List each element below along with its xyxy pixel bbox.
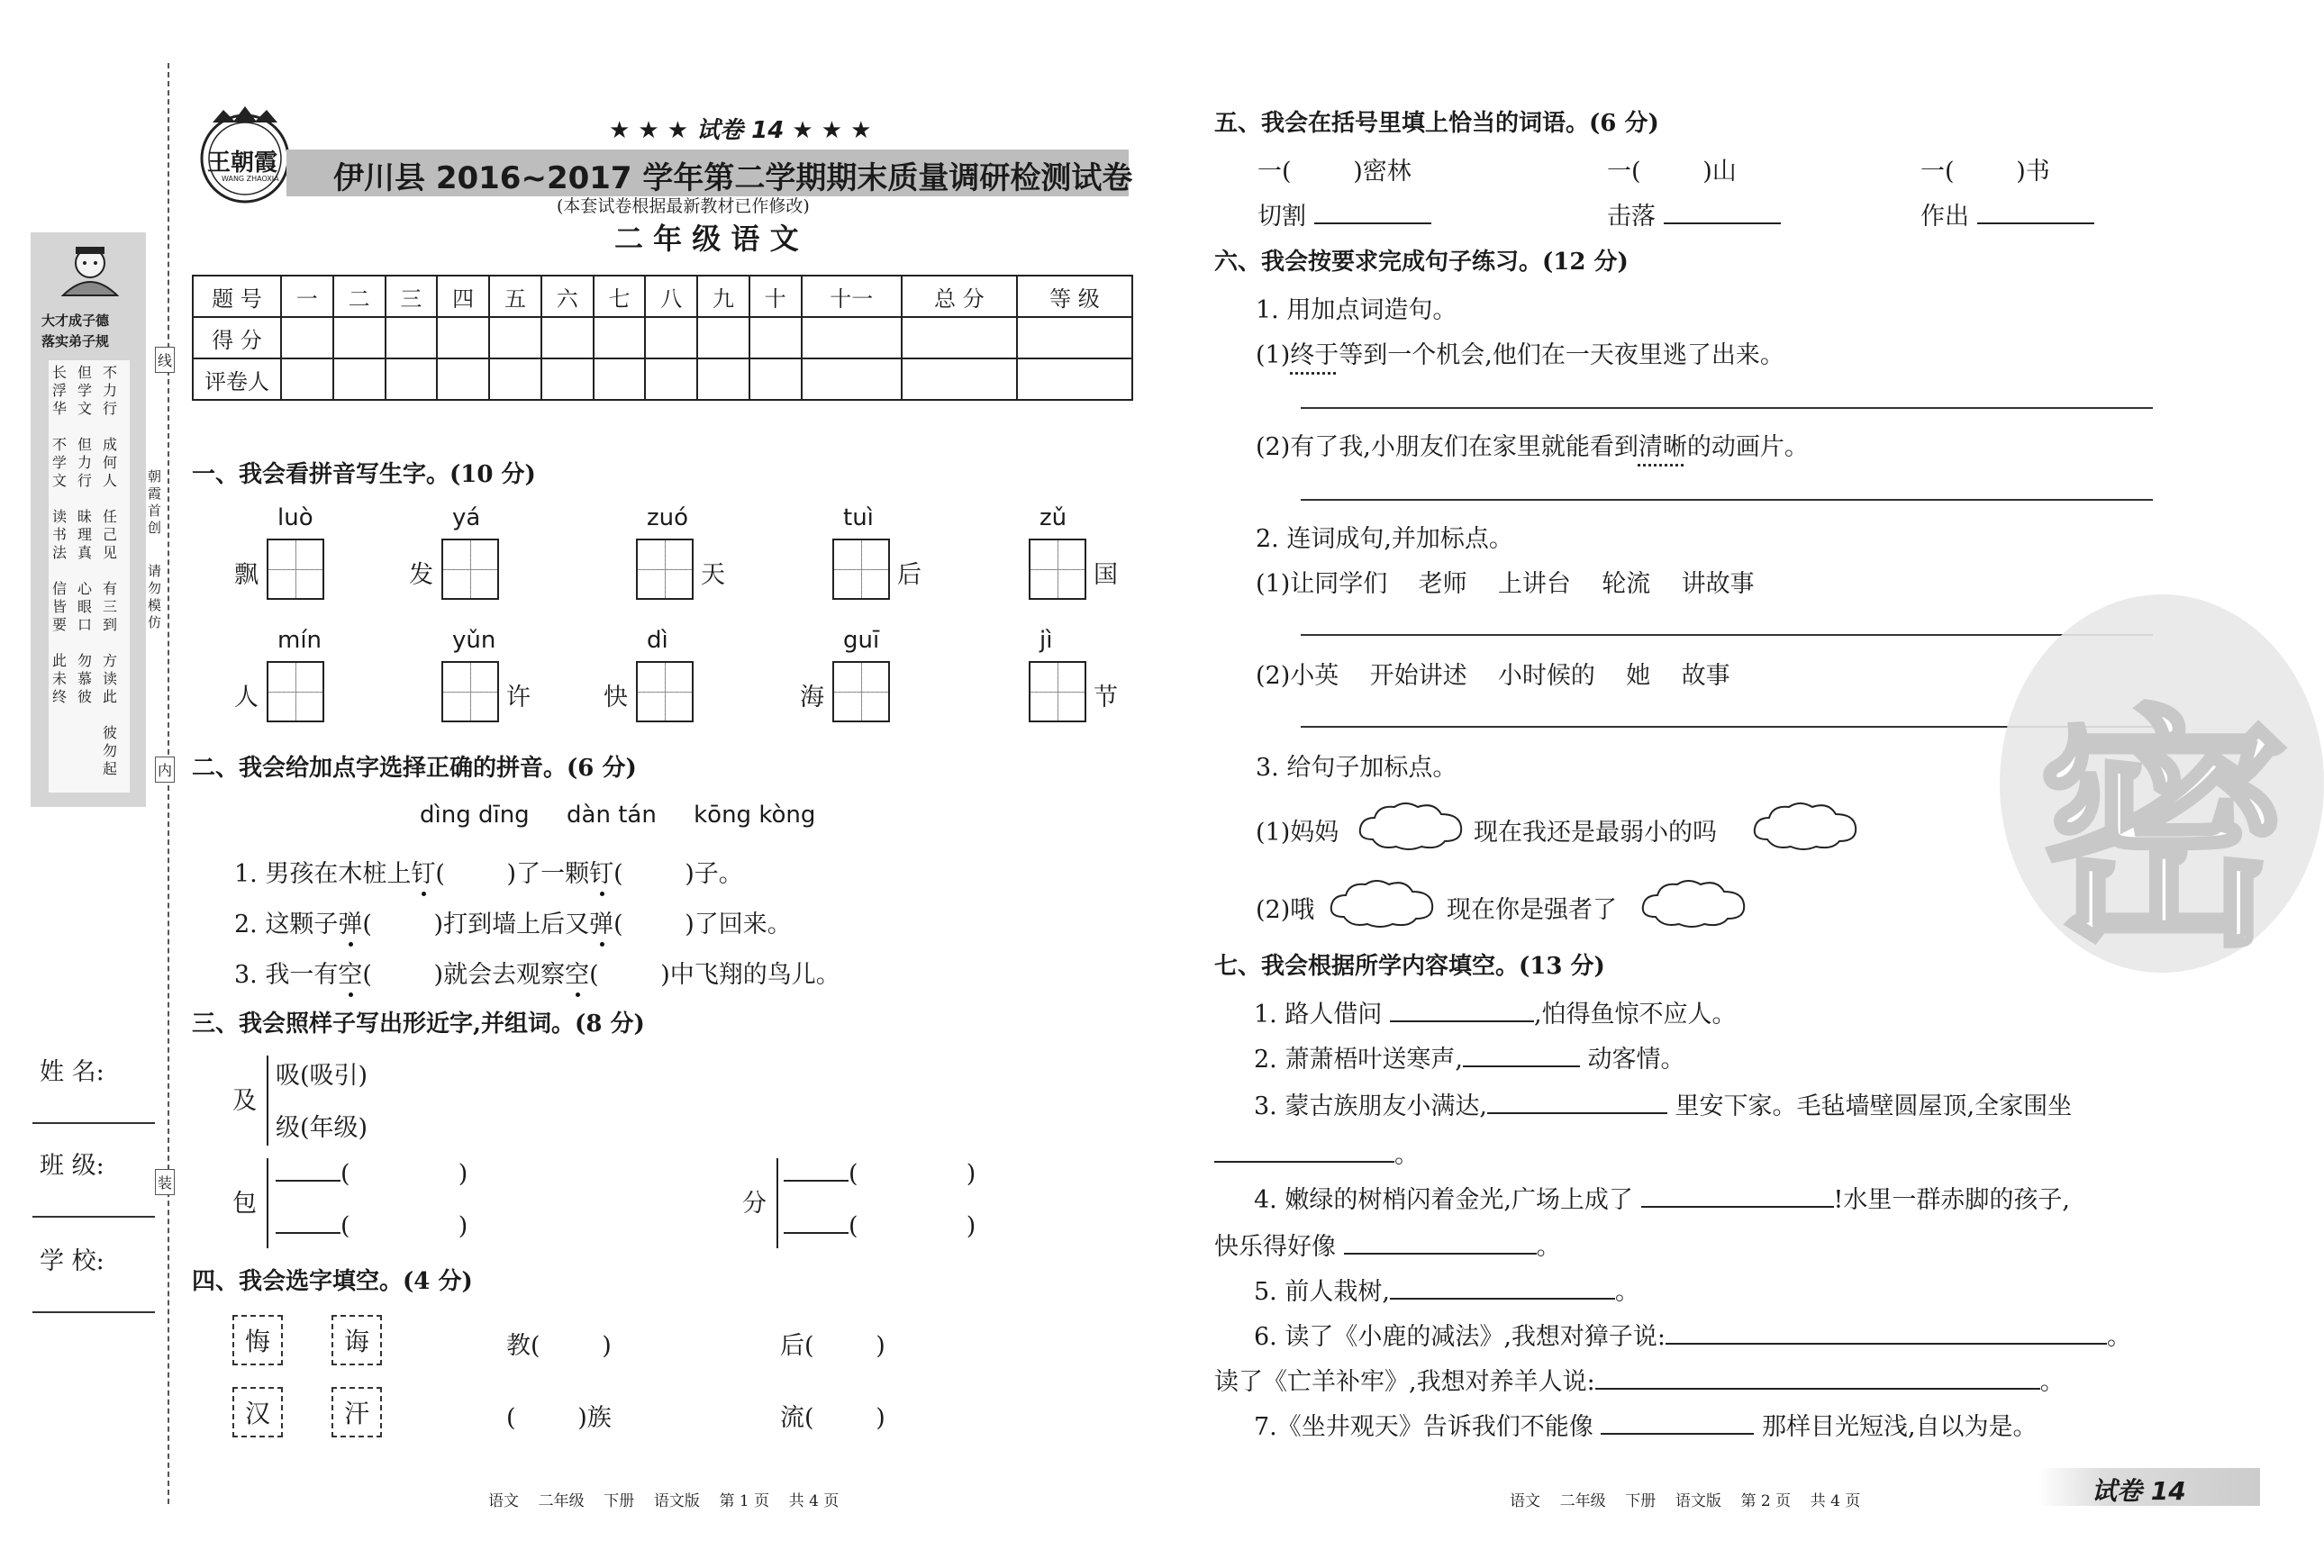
fold-mark-1: 线 <box>155 347 175 373</box>
name-label: 姓 名: <box>40 1058 104 1086</box>
pinyin-label: luò <box>277 504 313 531</box>
score-cell[interactable] <box>437 317 489 358</box>
score-cell[interactable] <box>281 317 333 358</box>
writing-grid-box[interactable] <box>1029 661 1086 722</box>
s6-q2-1: (1)让同学们 老师 上讲台 轮流 讲故事 <box>1256 570 1755 598</box>
vertical-note-1: 朝霞首创 <box>148 468 162 536</box>
writing-grid-box[interactable] <box>832 539 890 600</box>
s4-blank-1[interactable]: 教( ) <box>506 1332 612 1360</box>
writing-grid-box[interactable] <box>636 661 694 722</box>
motto-column: 不学文 <box>52 436 68 489</box>
s3-char-b: 分 <box>742 1190 767 1218</box>
brand-logo-text: 王朝霞 <box>207 150 278 177</box>
s7-q4-cont: 快乐得好像 。 <box>1214 1233 1561 1261</box>
score-cell[interactable] <box>489 317 541 358</box>
sidebar-motto-2: 落实弟子规 <box>41 333 110 349</box>
grid-char-before: 海 <box>800 684 824 711</box>
s6-answer-line-2[interactable] <box>1301 499 2153 501</box>
motto-column: 心眼口 <box>77 580 93 633</box>
section-3-title: 三、我会照样子写出形近字,并组词。(8 分) <box>192 1011 645 1038</box>
cloud-blank-3[interactable] <box>1326 875 1438 931</box>
motto-column: 任己见 <box>103 508 118 561</box>
score-header-cell: 三 <box>386 276 438 317</box>
s4-blank-2[interactable]: 后( ) <box>780 1332 885 1360</box>
s5-row2-2[interactable]: 击落 <box>1607 196 1781 231</box>
motto-column: 方读此 <box>103 652 118 705</box>
s6-q3-2a: (2)哦 <box>1256 896 1315 924</box>
s3-a-row-1[interactable]: ( ) <box>276 1160 468 1188</box>
s7-q2-blank[interactable] <box>1463 1046 1580 1067</box>
s6-q3-1b: 现在我还是最弱小的吗 <box>1474 819 1717 847</box>
class-label: 班 级: <box>40 1152 104 1180</box>
sidebar-motto-text <box>52 364 128 787</box>
motto-column: 不力行 <box>103 364 118 417</box>
score-header-cell: 十 <box>749 276 802 317</box>
s6-q1-1-dotted: 终于 <box>1290 341 1339 369</box>
score-cell[interactable] <box>645 317 697 358</box>
corner-label: 试卷 14 <box>2092 1476 2186 1506</box>
s3-a-row-2[interactable]: ( ) <box>276 1212 468 1240</box>
motto-column: 勿慕彼 <box>77 652 93 705</box>
score-cell[interactable] <box>541 317 594 358</box>
s7-q3-blank[interactable] <box>1487 1092 1667 1114</box>
exam-title: 伊川县 2016~2017 学年第二学期期末质量调研检测试卷 <box>333 160 1133 196</box>
score-header-cell: 六 <box>541 276 594 317</box>
score-row-label: 得 分 <box>193 317 281 358</box>
grid-char-before: 发 <box>409 561 433 589</box>
s6-answer-line-3[interactable] <box>1301 634 2153 636</box>
s3-example-1: 吸(吸引) <box>276 1062 368 1090</box>
writing-grid-box[interactable] <box>636 539 694 600</box>
motto-column: 昧理真 <box>77 508 93 561</box>
pinyin-label: yǔn <box>452 627 496 654</box>
pinyin-label: jì <box>1039 627 1053 654</box>
score-cell[interactable] <box>802 358 902 400</box>
s2-question-2 <box>234 904 792 939</box>
grid-char-after: 天 <box>701 561 725 589</box>
score-cell[interactable] <box>386 317 438 358</box>
section-4-title: 四、我会选字填空。(4 分) <box>192 1268 473 1295</box>
s7-q6-blank[interactable] <box>1666 1323 2107 1345</box>
footer-left: 语文 二年级 下册 语文版 第 1 页 共 4 页 <box>488 1492 840 1510</box>
grid-char-after: 国 <box>1094 561 1118 589</box>
section-2-title: 二、我会给加点字选择正确的拼音。(6 分) <box>192 755 637 782</box>
char-choice-4: 汗 <box>331 1387 382 1437</box>
watermark-text: 密 <box>2038 684 2290 980</box>
score-header-cell: 八 <box>645 276 697 317</box>
s3-b-row-2[interactable]: ( ) <box>784 1212 976 1240</box>
score-header-cell: 七 <box>594 276 646 317</box>
s7-q6-blank-2[interactable] <box>1595 1368 2040 1390</box>
pinyin-label: guī <box>843 627 880 654</box>
motto-column: 长浮华 <box>52 364 68 417</box>
writing-grid-box[interactable] <box>441 539 499 600</box>
s3-bracket-a <box>267 1158 268 1248</box>
fold-mark-2: 内 <box>155 757 175 783</box>
score-cell[interactable] <box>645 358 697 400</box>
score-cell[interactable] <box>594 317 646 358</box>
score-cell[interactable] <box>333 317 386 358</box>
score-header-cell: 二 <box>333 276 386 317</box>
s7-q1-blank[interactable] <box>1390 1001 1534 1022</box>
motto-column: 读书法 <box>52 508 68 561</box>
s5-row2-3[interactable]: 作出 <box>1920 196 2094 231</box>
s7-q4-blank-2[interactable] <box>1344 1233 1537 1255</box>
motto-column: 成何人 <box>103 436 118 489</box>
s6-q2-2: (2)小英 开始讲述 小时候的 她 故事 <box>1256 662 1730 690</box>
s2-q3-dotted-2: 空 <box>565 961 590 989</box>
exam-note: (本套试卷根据最新教材已作修改) <box>557 196 810 216</box>
sidebar-motto-1: 大才成子德 <box>41 313 110 329</box>
s6-q3-1a: (1)妈妈 <box>1256 819 1339 847</box>
section-6-title: 六、我会按要求完成句子练习。(12 分) <box>1214 249 1629 276</box>
score-header-cell: 题 号 <box>193 276 281 317</box>
s2-q1-c[interactable]: ( )了一颗 <box>435 860 590 888</box>
s2-q2-dotted-1: 弹 <box>338 911 363 938</box>
s7-q7: 7.《坐井观天》告诉我们不能像 那样目光短浅,自以为是。 <box>1254 1413 2038 1441</box>
s2-q1-dotted-2: 钉 <box>589 860 614 888</box>
score-cell[interactable] <box>594 358 646 400</box>
s2-q3-c[interactable]: ( )就会去观察 <box>362 961 566 989</box>
score-table <box>192 275 1133 401</box>
cloud-blank-1[interactable] <box>1355 798 1466 854</box>
writing-grid-box[interactable] <box>267 539 324 600</box>
name-field[interactable] <box>32 1122 155 1124</box>
score-cell[interactable] <box>902 358 1017 400</box>
s6-answer-line-1[interactable] <box>1301 407 2153 409</box>
score-header-cell: 五 <box>489 276 541 317</box>
writing-grid-box[interactable] <box>832 661 890 722</box>
s2-q3-dotted-1: 空 <box>338 961 363 989</box>
s7-q6-cont: 读了《亡羊补牢》,我想对养羊人说: 。 <box>1214 1368 2065 1396</box>
s2-q2-a: 2. 这颗子 <box>234 911 339 938</box>
score-cell[interactable] <box>1017 317 1132 358</box>
grid-char-before: 飘 <box>234 561 259 589</box>
s2-q1-dotted-1: 钉 <box>411 860 436 888</box>
s3-example-char: 及 <box>232 1087 257 1115</box>
s7-q6: 6. 读了《小鹿的减法》,我想对獐子说: 。 <box>1254 1323 2132 1351</box>
score-row-label: 评卷人 <box>193 358 281 400</box>
score-cell[interactable] <box>437 358 489 400</box>
motto-column: 但学文 <box>77 364 93 417</box>
vertical-note-2: 请勿模仿 <box>148 563 162 630</box>
char-choice-3: 汉 <box>232 1387 283 1437</box>
brand-logo-sub: WANG ZHAOXIA <box>222 175 279 183</box>
motto-column: 但力行 <box>77 436 93 489</box>
s7-q1: 1. 路人借问 ,怕得鱼惊不应人。 <box>1254 1001 1737 1029</box>
char-choice-2: 诲 <box>331 1315 382 1365</box>
s2-q3-e[interactable]: ( )中飞翔的鸟儿。 <box>589 961 840 989</box>
writing-grid-box[interactable] <box>441 661 499 722</box>
s3-example-bracket <box>267 1056 268 1146</box>
pinyin-label: zuó <box>647 504 689 531</box>
s2-q1-e[interactable]: ( )子。 <box>613 860 743 888</box>
s6-q1-1: (1)终于等到一个机会,他们在一天夜里逃了出来。 <box>1256 341 1784 369</box>
mascot-icon <box>54 241 126 304</box>
pinyin-label: dì <box>647 627 668 654</box>
grid-char-after: 节 <box>1094 684 1118 711</box>
pinyin-label: tuì <box>843 504 874 531</box>
s2-question-3 <box>234 955 840 990</box>
motto-column: 信皆要 <box>52 580 68 633</box>
score-cell[interactable] <box>902 317 1017 358</box>
score-cell[interactable] <box>749 317 802 358</box>
school-field[interactable] <box>32 1311 155 1313</box>
score-cell[interactable] <box>333 358 386 400</box>
fold-line <box>168 63 169 1504</box>
s3-b-row-1[interactable]: ( ) <box>784 1160 976 1188</box>
grid-char-before: 人 <box>234 684 259 711</box>
section-5-title: 五、我会在括号里填上恰当的词语。(6 分) <box>1214 110 1659 137</box>
series-label: ★ ★ ★ 试卷 14 ★ ★ ★ <box>609 117 872 144</box>
school-label: 学 校: <box>40 1247 104 1275</box>
score-cell[interactable] <box>1017 358 1132 400</box>
cloud-blank-2[interactable] <box>1749 798 1861 854</box>
s3-char-a: 包 <box>232 1190 257 1218</box>
writing-grid-box[interactable] <box>267 661 324 722</box>
score-cell[interactable] <box>281 358 333 400</box>
s6-q1-2-dotted: 清晰 <box>1638 433 1687 461</box>
s7-q4-blank[interactable] <box>1641 1186 1834 1208</box>
s4-blank-4[interactable]: 流( ) <box>780 1404 885 1432</box>
section-1-title: 一、我会看拼音写生字。(10 分) <box>192 461 536 488</box>
char-choice-1: 悔 <box>232 1315 283 1365</box>
score-cell[interactable] <box>386 358 438 400</box>
subject-title: 二 年 级 语 文 <box>614 222 799 256</box>
s5-row1-3[interactable]: 一( )书 <box>1920 158 2050 186</box>
s3-bracket-b <box>776 1158 778 1248</box>
score-header-cell: 九 <box>697 276 749 317</box>
s5-row1-1[interactable]: 一( )密林 <box>1257 158 1412 186</box>
grid-char-after: 后 <box>897 561 921 589</box>
s3-example-2: 级(年级) <box>276 1114 368 1142</box>
s7-q2: 2. 萧萧梧叶送寒声, 动客情。 <box>1254 1046 1685 1074</box>
fold-mark-3: 装 <box>155 1169 175 1195</box>
score-cell[interactable] <box>541 358 594 400</box>
writing-grid-box[interactable] <box>1029 539 1086 600</box>
motto-column: 彼勿起 <box>103 724 118 777</box>
s2-q2-c[interactable]: ( )打到墙上后又 <box>362 911 590 938</box>
score-cell[interactable] <box>697 317 749 358</box>
score-header-cell: 四 <box>437 276 489 317</box>
score-header-cell: 一 <box>281 276 333 317</box>
score-header-cell: 总 分 <box>902 276 1017 317</box>
s6-q1: 1. 用加点词造句。 <box>1256 296 1457 324</box>
footer-right: 语文 二年级 下册 语文版 第 2 页 共 4 页 <box>1510 1492 1861 1510</box>
class-field[interactable] <box>32 1216 155 1218</box>
s7-q7-blank[interactable] <box>1601 1413 1754 1435</box>
s5-row1-2[interactable]: 一( )山 <box>1607 158 1737 186</box>
s2-q3-a: 3. 我一有 <box>234 961 339 989</box>
s7-q4: 4. 嫩绿的树梢闪着金光,广场上成了 !水里一群赤脚的孩子, <box>1254 1186 2070 1214</box>
pinyin-label: yá <box>452 504 481 531</box>
score-header-cell: 十一 <box>802 276 902 317</box>
score-cell[interactable] <box>489 358 541 400</box>
grid-char-after: 许 <box>506 684 531 711</box>
pinyin-options: dìng dīng dàn tán kōng kòng <box>420 802 816 829</box>
s2-q2-e[interactable]: ( )了回来。 <box>613 911 792 938</box>
s2-question-1 <box>234 854 743 889</box>
s7-q5-blank[interactable] <box>1390 1278 1615 1300</box>
motto-column: 有三到 <box>103 580 118 633</box>
s6-q2: 2. 连词成句,并加标点。 <box>1256 525 1513 553</box>
pinyin-label: zǔ <box>1039 504 1067 531</box>
grid-char-before: 快 <box>604 684 628 711</box>
pinyin-label: mín <box>277 627 322 654</box>
score-header-cell: 等 级 <box>1017 276 1132 317</box>
cloud-blank-4[interactable] <box>1638 875 1749 931</box>
s6-q3: 3. 给句子加标点。 <box>1256 754 1457 782</box>
s6-q3-2b: 现在你是强者了 <box>1447 896 1617 924</box>
score-cell[interactable] <box>749 358 802 400</box>
s7-q5: 5. 前人栽树, 。 <box>1254 1278 1639 1306</box>
s6-q1-2: (2)有了我,小朋友们在家里就能看到清晰的动画片。 <box>1256 433 1809 461</box>
s7-q3: 3. 蒙古族朋友小满达, 里安下家。毛毡墙壁圆屋顶,全家围坐 <box>1254 1092 2073 1120</box>
section-7-title: 七、我会根据所学内容填空。(13 分) <box>1214 953 1605 980</box>
s7-q3-blank-2[interactable] <box>1214 1141 1394 1163</box>
score-cell[interactable] <box>802 317 902 358</box>
s2-q2-dotted-2: 弹 <box>589 911 614 938</box>
s4-blank-3[interactable]: ( )族 <box>506 1404 612 1432</box>
score-cell[interactable] <box>697 358 749 400</box>
s7-q3-cont: 。 <box>1214 1135 1419 1170</box>
motto-column: 此未终 <box>52 652 68 705</box>
s2-q1-a: 1. 男孩在木桩上 <box>234 860 412 888</box>
s5-row2-1[interactable]: 切割 <box>1257 196 1431 231</box>
